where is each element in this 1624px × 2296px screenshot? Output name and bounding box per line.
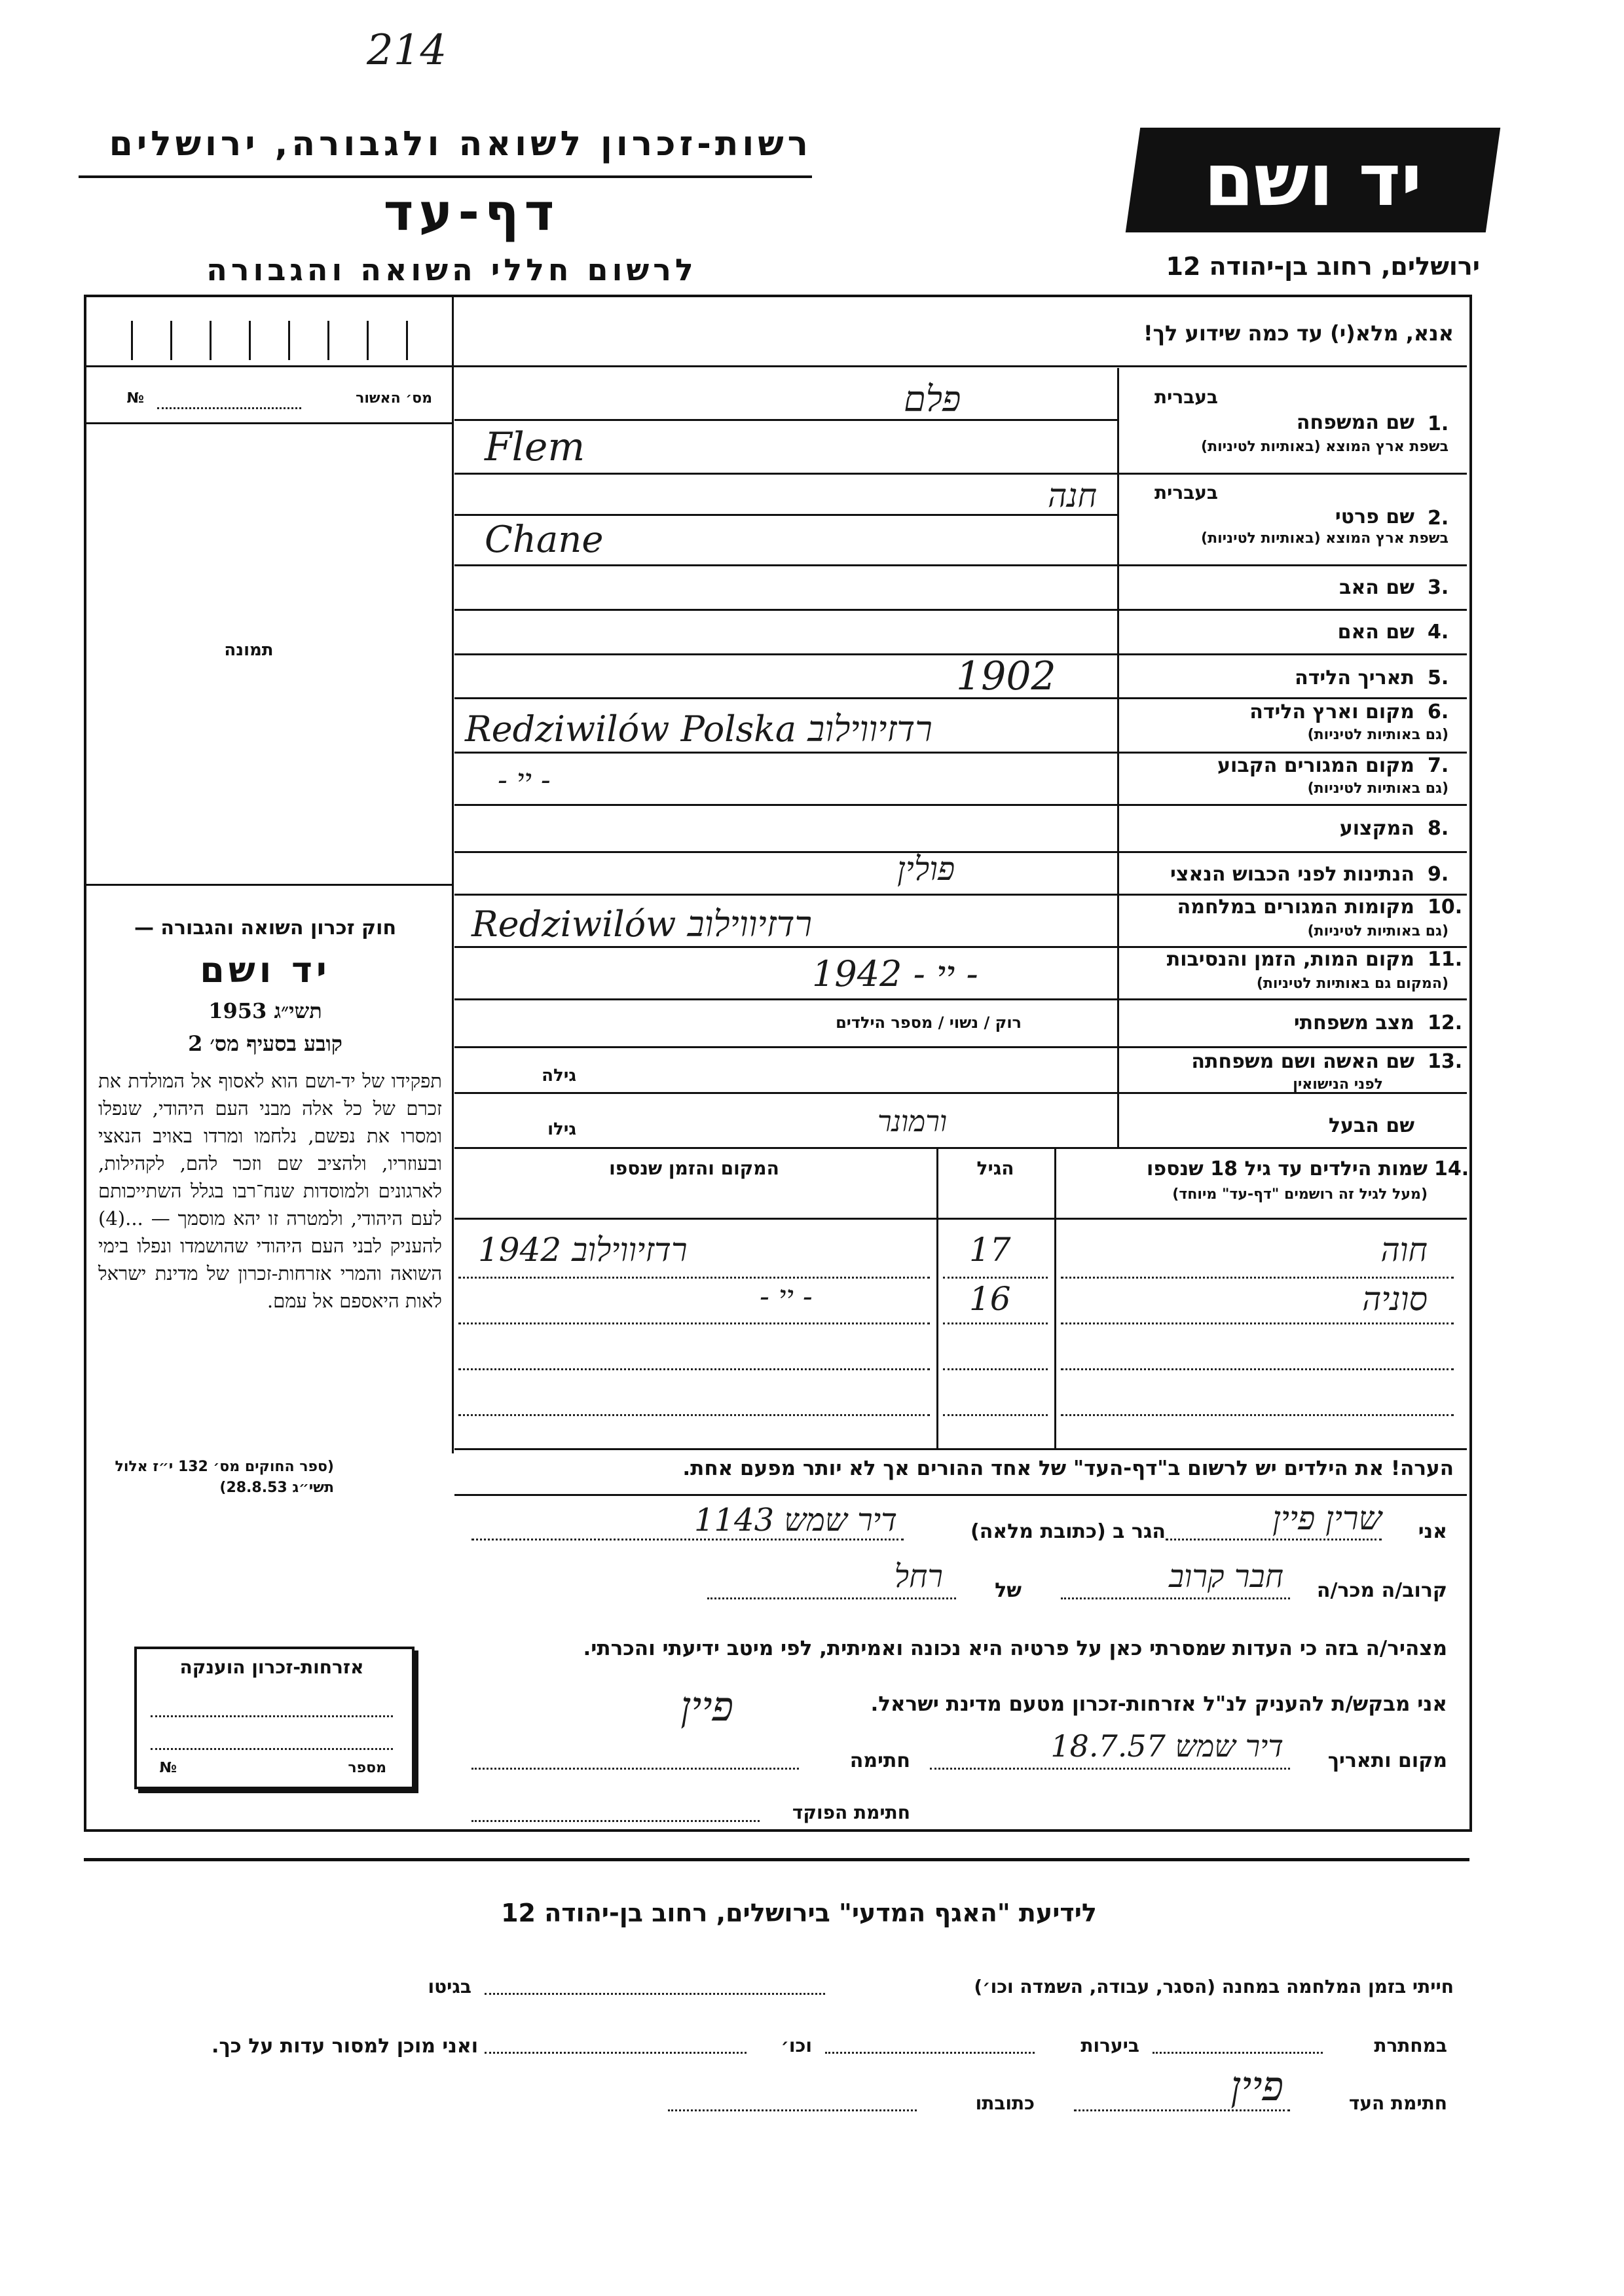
address: ירושלים, רחוב בן-יהודה 12 xyxy=(1166,252,1480,281)
children-col-age: הגיל xyxy=(976,1157,1014,1179)
row-line xyxy=(454,1046,1467,1048)
footer-line1-a: חייתי בזמן המלחמה במחנה (הסגר, עבודה, השמדה וכו׳) xyxy=(974,1976,1454,1997)
children-row-line xyxy=(458,1277,930,1279)
f1-hebrew-tag: בעברית xyxy=(1154,386,1218,408)
f1-value-hebrew: פלם xyxy=(904,378,961,420)
f8-label: המקצוע xyxy=(1339,817,1414,840)
f5-value: 1902 xyxy=(956,653,1056,699)
f1-num: 1. xyxy=(1428,412,1449,435)
child-1-place: 1942 רדזיווילוב xyxy=(478,1231,688,1269)
f4-num: 4. xyxy=(1428,621,1449,644)
children-row-line xyxy=(943,1368,1048,1370)
f2-label: שם פרטי xyxy=(1335,505,1414,528)
tick-mark xyxy=(170,321,172,360)
receipt-no-symbol: № xyxy=(126,390,144,407)
footer-line2-dots xyxy=(485,2052,747,2054)
tick-mark xyxy=(327,321,329,360)
f3-label: שם האב xyxy=(1339,576,1414,599)
tick-mark xyxy=(367,321,369,360)
children-row-line xyxy=(1061,1368,1454,1370)
f9-value: פולין xyxy=(897,850,955,888)
f7-sub: (גם באותיות לטיניות) xyxy=(1307,780,1449,797)
law-name: יד ושם xyxy=(200,949,331,991)
law-source: (ספר החוקים מס׳ 132 י״ז אלול תשי״ג 28.8.53) xyxy=(115,1459,334,1496)
label-column-divider xyxy=(1117,368,1119,1147)
citizenship-number-label: מספר xyxy=(348,1760,386,1776)
page-number-note: 214 xyxy=(367,26,447,75)
remark-bottom xyxy=(454,1494,1467,1496)
f11-num: 11. xyxy=(1428,948,1463,971)
footer-line3-dots xyxy=(668,2109,917,2111)
tick-mark xyxy=(406,321,408,360)
row-line xyxy=(454,998,1467,1000)
receipt-box-bottom xyxy=(86,422,452,424)
info-title: לידיעת "האגף המדעי" בירושלים, רחוב בן-יהודה 12 xyxy=(501,1899,1097,1927)
footer-line2-a: במחתרת xyxy=(1374,2035,1447,2056)
f2-value-hebrew: חנה xyxy=(1048,477,1098,515)
of-value: רחל xyxy=(894,1558,943,1595)
children-col-divider xyxy=(936,1147,938,1448)
row-line xyxy=(454,564,1467,566)
of-label: של xyxy=(995,1579,1022,1602)
form-subtitle: לרשום חללי השואה והגבורה xyxy=(206,252,697,287)
f7-label: מקום המגורים הקבוע xyxy=(1217,754,1414,777)
child-1-name: חוה xyxy=(1380,1231,1428,1269)
row-line xyxy=(454,804,1467,806)
remark: הערה! את הילדים יש לרשום ב"דף-העד" של אחד ההורים אך לא יותר מפעם אחת. xyxy=(682,1457,1454,1480)
photo-box-bottom xyxy=(86,884,452,886)
declare-statement: מצהיר/ה בזה כי העדות שמסרתי כאן על פרטיה היא נכונה ואמיתית, לפי מיטב ידיעתי והכרתי. xyxy=(583,1637,1447,1660)
f13-age: גילה xyxy=(542,1066,576,1085)
footer-line2-d: ואני מוכן למסור עדות על כך. xyxy=(212,2035,478,2058)
of-line xyxy=(707,1597,956,1599)
children-row-line xyxy=(458,1368,930,1370)
place-date-line xyxy=(930,1768,1290,1770)
request-statement: אני מבקש/ת להעניק לנ"ל אזרחות-זכרון מטעם מדינת ישראל. xyxy=(870,1692,1447,1716)
photo-label: תמונה xyxy=(224,640,274,660)
f5-label: תאריך הלידה xyxy=(1295,666,1414,689)
row-line xyxy=(454,514,1117,516)
husband-label: שם הבעל xyxy=(1328,1114,1414,1137)
row-line xyxy=(454,752,1467,754)
f6-sub: (גם באותיות לטיניות) xyxy=(1307,727,1449,743)
children-header-bottom xyxy=(454,1218,1467,1220)
child-2-place: - יי - xyxy=(760,1280,813,1313)
children-row-line xyxy=(1061,1277,1454,1279)
children-row-line xyxy=(1061,1322,1454,1324)
f6-value: Redziwilów Polska רדזיווילוב xyxy=(465,708,932,750)
place-date-label: מקום ותאריך xyxy=(1327,1749,1447,1772)
law-year: תשי״ג 1953 xyxy=(208,998,322,1023)
children-row-line xyxy=(458,1414,930,1416)
row-line xyxy=(454,473,1467,475)
left-column-divider xyxy=(452,295,454,1453)
footer-line1-b: בגיטו xyxy=(428,1976,471,1997)
f12-label: מצב משפחתי xyxy=(1293,1011,1414,1034)
f13-label: שם האשה ושם משפחתה xyxy=(1191,1050,1414,1073)
receipt-no-line xyxy=(157,407,301,409)
f5-num: 5. xyxy=(1428,666,1449,689)
child-1-age: 17 xyxy=(969,1231,1011,1269)
row-line xyxy=(454,851,1467,853)
f7-value: - יי - xyxy=(498,763,551,797)
declarant-i-value: שרין פיין xyxy=(1272,1499,1382,1537)
f6-num: 6. xyxy=(1428,701,1449,723)
f2-value-latin: Chane xyxy=(485,519,604,561)
tick-mark xyxy=(210,321,212,360)
row-line xyxy=(454,419,1117,421)
f11-sub: (המקום גם באותיות לטיניות) xyxy=(1256,975,1449,992)
footer-line2-dots xyxy=(1153,2052,1323,2054)
header-underline xyxy=(79,175,812,178)
witness-signature: פיין xyxy=(1230,2062,1283,2110)
children-row-line xyxy=(1061,1414,1454,1416)
receipt-no-label: מס׳ האשור xyxy=(356,390,432,407)
children-row-line xyxy=(943,1322,1048,1324)
child-2-name: סוניה xyxy=(1362,1280,1428,1318)
husband-value: ורמונר xyxy=(877,1105,948,1139)
children-title: שמות הילדים עד גיל 18 שנספו xyxy=(1147,1157,1428,1180)
children-row-line xyxy=(458,1322,930,1324)
f12-num: 12. xyxy=(1428,1011,1463,1034)
child-2-age: 16 xyxy=(969,1280,1011,1318)
official-signature-line xyxy=(471,1820,760,1822)
children-col-place: המקום והזמן שנספו xyxy=(609,1157,779,1179)
resides-value: דיר שמש 1143 xyxy=(693,1502,897,1539)
f13-num: 13. xyxy=(1428,1050,1463,1073)
declarant-i-label: אני xyxy=(1418,1520,1447,1543)
footer-divider xyxy=(84,1858,1469,1861)
declarant-name-line xyxy=(1166,1539,1382,1540)
f1-label: שם המשפחה xyxy=(1296,411,1414,434)
citizenship-line xyxy=(151,1748,393,1750)
signature-label: חתימה xyxy=(849,1749,910,1772)
children-subtitle: (מעל לגיל זה רושמים "דף-עד" מיוחד) xyxy=(1172,1186,1428,1203)
f9-label: הנתינות לפני הכבוש הנאצי xyxy=(1170,863,1414,886)
row-line xyxy=(454,609,1467,611)
tick-mark xyxy=(249,321,251,360)
f2-sub: בשפת ארץ המוצא (באותיות לטיניות) xyxy=(1201,530,1449,547)
children-col-divider xyxy=(1054,1147,1056,1448)
relative-value: חבר קרוב xyxy=(1168,1558,1283,1595)
signature-value: פיין xyxy=(680,1683,733,1730)
footer-line3-b: כתובתו xyxy=(975,2092,1035,2114)
f3-num: 3. xyxy=(1428,576,1449,599)
children-row-line xyxy=(943,1414,1048,1416)
form-title: דף-עד xyxy=(383,183,560,242)
official-signature-label: חתימת הפוקד xyxy=(792,1802,910,1823)
children-num: 14. xyxy=(1434,1157,1469,1180)
top-strip-bottom xyxy=(86,365,1467,367)
f10-num: 10. xyxy=(1428,896,1463,919)
footer-line2-dots xyxy=(825,2052,1035,2054)
law-body: תפקידו של יד-ושם הוא לאסוף אל המולדת את זכרם של כל אלה מבני העם היהודי, שנפלו ומסרו את נפשם, נלחמו ומרדו באויב הנאצי ובעוזריו, ולהציב שם וזכר להם, לקהילות, לארגונים ולמוסדות שנח־רבו בגלל השתייכותם לעם היהודי, ולמטרה זו יהא מוסמך — ...(4) להעניק לבני העם היהודי שהושמדו ונפלו בימי השואה והמרי אזרחות-זכרון של מדינת ישראל לאות היאספם אל עמם. xyxy=(98,1070,442,1312)
f2-hebrew-tag: בעברית xyxy=(1154,482,1218,503)
law-title: חוק זכרון השואה והגבורה — xyxy=(134,917,397,939)
resides-label: הגר ב (כתובת מלאה) xyxy=(970,1520,1166,1543)
tick-mark xyxy=(288,321,290,360)
f10-value: Redziwilów רדזיווילוב xyxy=(471,903,813,945)
footer-line1-dots xyxy=(485,1993,825,1995)
f6-label: מקום וארץ הלידה xyxy=(1249,701,1414,723)
f7-num: 7. xyxy=(1428,754,1449,777)
f12-options: רוק / נשוי / מספר הילדים xyxy=(836,1013,1022,1032)
logo-text: יד ושם xyxy=(1204,138,1422,222)
place-date-value: דיר שמש 18.7.57 xyxy=(1050,1728,1283,1764)
f9-num: 9. xyxy=(1428,863,1449,886)
f4-label: שם האם xyxy=(1337,621,1414,644)
relative-label: קרוב/ה מכר/ה xyxy=(1316,1579,1447,1602)
children-row-line xyxy=(943,1277,1048,1279)
f1-value-latin: Flem xyxy=(485,424,585,470)
f11-label: מקום המות, הזמן והנסיבות xyxy=(1166,948,1414,971)
f2-num: 2. xyxy=(1428,507,1449,530)
f13-sub: לפני הנישואין xyxy=(1293,1076,1383,1093)
resides-line xyxy=(471,1539,904,1540)
citizenship-number-symbol: № xyxy=(159,1760,177,1776)
citizenship-line xyxy=(151,1715,393,1717)
row-line xyxy=(454,1147,1467,1149)
f8-num: 8. xyxy=(1428,817,1449,840)
law-section: קובע בסעיף מס׳ 2 xyxy=(188,1031,342,1056)
f10-label: מקומות המגורים במלחמה xyxy=(1177,896,1414,919)
footer-line2-c: וכו׳ xyxy=(781,2035,812,2056)
f10-sub: (גם באותיות לטיניות) xyxy=(1307,923,1449,939)
footer-line3-a: חתימת העד xyxy=(1348,2092,1447,2114)
f11-value: 1942 - יי - xyxy=(812,953,978,994)
footer-line2-b: ביערות xyxy=(1080,2035,1139,2056)
husband-age: גילו xyxy=(547,1120,576,1139)
tick-mark xyxy=(131,321,133,360)
signature-line xyxy=(471,1768,799,1770)
citizenship-title: אזרחות-זכרון הוענקה xyxy=(179,1656,364,1678)
relative-line xyxy=(1061,1597,1290,1599)
remark-top xyxy=(454,1448,1467,1450)
f1-sub: בשפת ארץ המוצא (באותיות לטיניות) xyxy=(1201,439,1449,455)
authority-line: רשות-זכרון לשואה ולגבורה, ירושלים xyxy=(109,124,812,164)
please-note: אנא, מלא(י) עד כמה שידוע לך! xyxy=(1143,321,1454,346)
